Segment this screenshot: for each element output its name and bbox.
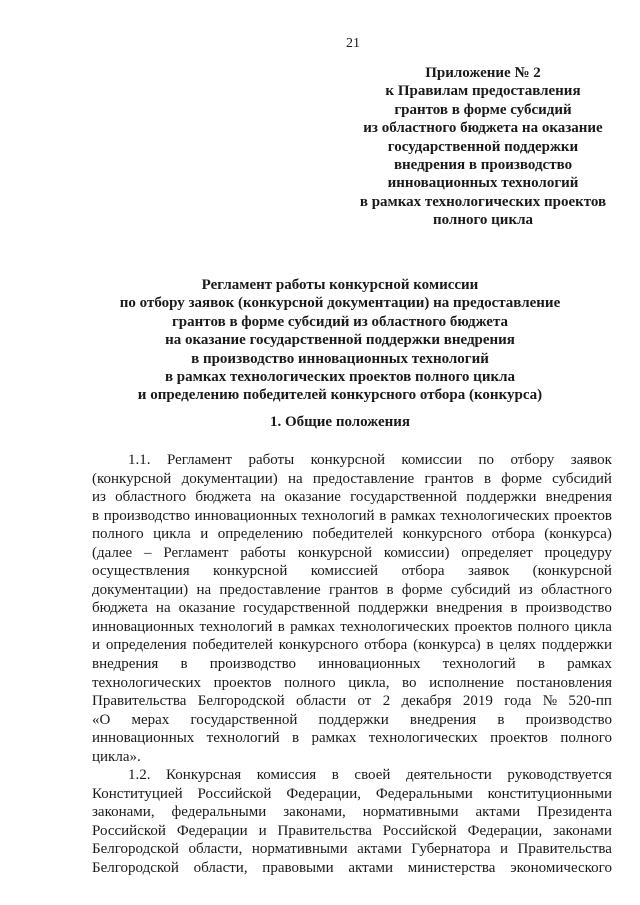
body-line [92, 618, 612, 637]
body-word: производство [209, 656, 297, 673]
title-line: и определению победителей конкурсного отбора (конкурса) [137, 387, 543, 404]
body-word: поддержки [357, 600, 429, 617]
body-word: законами [553, 822, 612, 839]
body-word: внедрения [92, 656, 159, 673]
body-word: в [386, 581, 394, 598]
body-word: определяет [461, 544, 533, 561]
section-heading: 1. Общие положения [269, 414, 411, 430]
body-word: «О [92, 711, 111, 728]
body-word: заявок [570, 452, 612, 468]
body-word: 1.1. [128, 452, 151, 468]
body-line [92, 692, 612, 711]
body-line [92, 711, 612, 730]
body-word: актами [348, 860, 394, 877]
body-word: цикла». [92, 748, 141, 765]
body-word: в [292, 730, 300, 747]
body-word: технологических [440, 507, 550, 524]
body-word: Губернатора [411, 841, 491, 858]
appendix-line: внедрения в производство [393, 157, 573, 174]
body-word: Правительства [92, 693, 187, 710]
body-word: законами, [92, 804, 155, 821]
body-word: на [260, 489, 276, 506]
body-word: исполнение [429, 674, 504, 691]
appendix-line: Приложение № 2 [425, 65, 541, 81]
body-word: комиссия [256, 767, 317, 784]
title-line: в рамках технологических проектов полного цикла [164, 369, 516, 386]
body-word: субсидий [552, 470, 612, 487]
body-word: в [277, 618, 285, 635]
body-word: внедрения [409, 711, 477, 728]
body-word: Белгородской [92, 841, 179, 858]
body-word: постановления [516, 674, 612, 691]
body-line [92, 748, 612, 767]
body-word: документации) [181, 470, 278, 487]
body-word: технологий [442, 656, 516, 673]
body-word: отбору [510, 452, 555, 468]
body-word: конкурсной [213, 563, 288, 580]
body-word: определения [105, 637, 187, 654]
body-word: поддержки [541, 637, 612, 654]
body-word: в [379, 507, 387, 524]
body-word: Правительства [277, 822, 372, 839]
body-word: нормативными [362, 804, 459, 821]
body-word: технологических [368, 730, 478, 747]
body-word: деятельности [405, 767, 492, 784]
body-word: руководствуется [507, 767, 612, 784]
body-word: Регламент [163, 544, 229, 561]
appendix-line: инновационных технологий [387, 175, 579, 192]
body-word: Федерации, [467, 822, 543, 839]
appendix-line: в рамках технологических проектов [359, 193, 607, 210]
body-word: победителей [312, 526, 393, 543]
body-word: экономического [510, 860, 612, 877]
body-word: рамках [290, 618, 335, 635]
appendix-line: государственной поддержки [387, 138, 579, 155]
body-word: конкурсной [310, 452, 385, 468]
body-line [92, 581, 612, 600]
body-word: полного [92, 526, 144, 543]
body-word: 520-пп [568, 693, 612, 710]
body-word: на [155, 600, 171, 617]
body-word: производство [525, 711, 612, 728]
body-word: внедрения [436, 600, 503, 617]
body-word: технологий [206, 730, 280, 747]
body-word: государственной [190, 711, 298, 728]
body-word: 1.2. [128, 767, 151, 784]
body-line [92, 451, 612, 470]
body-word: предоставление [312, 470, 415, 487]
body-word: процедуру [544, 544, 612, 561]
body-line [92, 599, 612, 618]
body-word: Федеральными [375, 785, 473, 802]
body-line [92, 655, 612, 674]
body-line [92, 636, 612, 655]
body-line [92, 488, 612, 507]
body-line [92, 562, 612, 581]
body-word: Российской [382, 822, 457, 839]
body-word: Конституцией [92, 785, 183, 802]
body-word: работы [248, 452, 295, 468]
body-word: и [92, 637, 101, 654]
body-word: правовыми [262, 860, 334, 877]
body-word: конкурсного [278, 637, 359, 654]
body-word: года [504, 693, 532, 710]
body-word: цикла [153, 526, 191, 543]
body-word: рамках [390, 507, 436, 524]
body-word: государственной [243, 600, 350, 617]
body-word: государственной [350, 489, 458, 506]
body-word: поддержки [466, 489, 537, 506]
body-word: определению [217, 526, 303, 543]
body-word: победителей [192, 637, 273, 654]
body-word: полного [284, 674, 336, 691]
body-text [92, 451, 612, 878]
body-word: в [92, 507, 100, 524]
body-word: и [258, 822, 267, 839]
body-word: производство [103, 507, 191, 524]
body-word: технологических [340, 618, 450, 635]
body-word: инновационных [92, 730, 195, 747]
title-line: грантов в форме субсидий из областного бюджета [172, 313, 508, 330]
body-line [92, 674, 612, 693]
body-word: своей [354, 767, 391, 784]
body-word: поддержки [318, 711, 389, 728]
body-word: и [500, 841, 509, 858]
body-word: проектов [554, 507, 612, 524]
body-word: отбора [401, 563, 445, 580]
body-word: (конкурсной [92, 470, 172, 487]
body-word: в [486, 637, 494, 654]
body-word: цикла, [348, 674, 390, 691]
body-word: Белгородской [197, 693, 285, 710]
body-word: Правительства [517, 841, 612, 858]
body-word: форме [401, 581, 443, 598]
body-word: Регламент [166, 452, 233, 468]
body-word: 2019 [462, 693, 493, 710]
body-word: на [287, 470, 303, 487]
body-line [92, 766, 612, 785]
body-word: конкурсного [402, 526, 483, 543]
body-word: проектов [490, 730, 549, 747]
body-word: полного [560, 730, 612, 747]
body-word: заявок [467, 563, 510, 580]
body-word: инновационных [318, 656, 421, 673]
body-word: мерах [131, 711, 170, 728]
body-word: во [402, 674, 417, 691]
body-word: министерства [407, 860, 496, 877]
body-word: нормативными [251, 841, 348, 858]
body-line [92, 822, 612, 841]
body-word: законами, [283, 804, 346, 821]
body-word: отбора [364, 637, 408, 654]
body-word: области, [193, 860, 248, 877]
body-word: конституционными [487, 785, 612, 802]
body-word: (конкурса) [544, 526, 612, 543]
body-word: комиссией [310, 563, 379, 580]
body-word: инновационных [92, 618, 195, 635]
body-word: в [180, 656, 188, 673]
body-word: инновационных [194, 507, 297, 524]
title-line: Регламент работы конкурсной комиссии [201, 277, 479, 293]
body-word: комиссии [401, 452, 463, 468]
appendix-line: грантов в форме субсидий [394, 101, 572, 118]
body-word: производство [525, 600, 612, 617]
body-word: осуществления [92, 563, 190, 580]
appendix-line: из областного бюджета на оказание [363, 120, 603, 137]
body-word: в [483, 470, 492, 487]
body-word: Конкурсная [166, 767, 242, 784]
body-word: рамках [567, 656, 612, 673]
body-word: форме [501, 470, 542, 487]
body-word: бюджета [92, 600, 148, 617]
body-line [92, 525, 612, 544]
body-word: области, [188, 841, 243, 858]
body-word: № [542, 693, 557, 710]
body-word: целях [499, 637, 536, 654]
body-word: 2 [382, 693, 391, 710]
body-word: технологий [301, 507, 375, 524]
title-line: в производство инновационных технологий [191, 350, 489, 367]
body-word: в [497, 711, 505, 728]
body-word: цикла [574, 618, 612, 635]
body-word: в [331, 767, 339, 784]
body-word: конкурсной [297, 544, 373, 561]
document-title [70, 276, 610, 405]
body-word: в [510, 600, 518, 617]
body-word: (конкурса) [413, 637, 481, 654]
body-line [92, 859, 612, 878]
body-word: области [296, 693, 347, 710]
body-word: актами [475, 804, 521, 821]
body-word: Российской [92, 822, 166, 839]
appendix-line: к Правилам предоставления [385, 83, 581, 100]
body-word: декабря [401, 693, 452, 710]
body-word: технологий [199, 618, 273, 635]
body-word: Федерации, [286, 785, 361, 802]
body-word: оказание [178, 600, 236, 617]
body-word: актами [357, 841, 402, 858]
body-word: Федерации [176, 822, 248, 839]
body-word: (конкурсной [532, 563, 612, 580]
body-word: по [478, 452, 495, 468]
body-word: Белгородской [92, 860, 179, 877]
body-word: (далее [92, 544, 133, 561]
body-line [92, 803, 612, 822]
body-line [92, 470, 612, 489]
page-number: 21 [346, 36, 360, 51]
body-word: на [196, 581, 212, 598]
body-word: федеральными [171, 804, 267, 821]
body-word: областного [541, 581, 612, 598]
body-line [92, 544, 612, 563]
body-word: бюджета [195, 489, 252, 506]
body-word: комиссии) [383, 544, 450, 561]
body-word: проектов [213, 674, 272, 691]
body-word: и [200, 526, 209, 543]
body-word: из [92, 489, 106, 506]
body-word: проектов [454, 618, 513, 635]
body-word: внедрения [545, 489, 612, 506]
body-word: от [357, 693, 372, 710]
body-word: работы [240, 544, 286, 561]
body-line [92, 729, 612, 748]
body-word: предоставление [219, 581, 321, 598]
body-word: грантов [424, 470, 474, 487]
body-word: Президента [537, 804, 612, 821]
body-word: Российской [197, 785, 272, 802]
body-word: субсидий [450, 581, 511, 598]
body-line [92, 507, 612, 526]
appendix-line: полного цикла [432, 212, 534, 229]
body-word: грантов [328, 581, 379, 598]
appendix-header [320, 64, 640, 230]
body-word: технологических [92, 674, 202, 691]
body-word: в [537, 656, 545, 673]
body-word: – [144, 544, 152, 561]
body-word: отбора [491, 526, 535, 543]
body-word: полного [517, 618, 570, 635]
body-line [92, 785, 612, 804]
body-word: документации) [92, 581, 189, 598]
body-word: рамках [311, 730, 357, 747]
title-line: по отбору заявок (конкурсной документации) на предоставление [119, 295, 561, 312]
body-word: областного [115, 489, 187, 506]
body-word: оказание [284, 489, 341, 506]
body-word: из [518, 581, 533, 598]
title-line: на оказание государственной поддержки внедрения [165, 332, 515, 349]
body-line [92, 840, 612, 859]
